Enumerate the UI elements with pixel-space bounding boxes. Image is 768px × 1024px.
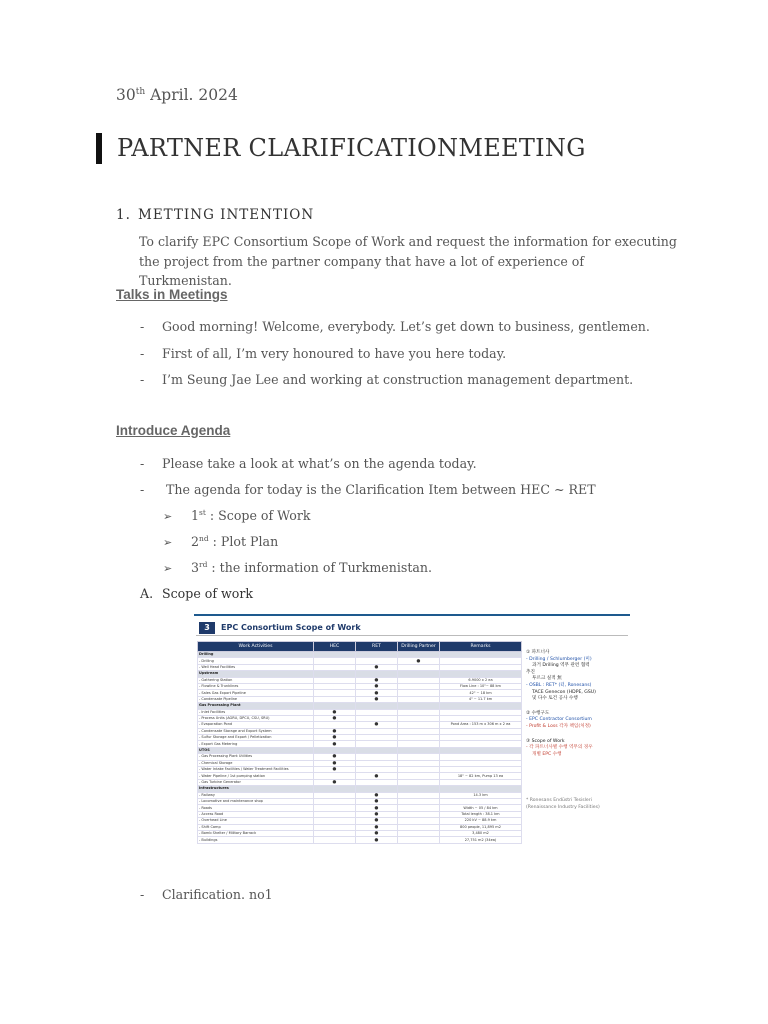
table-column-header: HEC [314,642,356,652]
table-cell: - Gathering Station [198,677,314,683]
agenda-subitem: ➢ 2nd : Plot Plan [163,534,279,549]
table-column-header: Drilling Partner [398,642,440,652]
table-cell: - Flowline & Trunklines [198,683,314,689]
note-text: 및 다수 토건 공사 수행 [532,696,578,702]
list-item: - Good morning! Welcome, everybody. Let’s get down to business, gentlemen. [140,319,650,334]
note-text: ② 수행구도 [526,710,550,716]
date-rest: April. 2024 [145,86,238,104]
agenda-heading: Introduce Agenda [116,423,231,438]
scope-table [197,641,522,844]
table-cell: ● [356,818,398,824]
table-cell: ● [314,779,356,785]
table-cell: - Railway [198,792,314,798]
note-text: ① 파트너사 [526,650,550,655]
note-text: - Profit & Loss 각자 책임(처정) [526,723,591,729]
paragraph-line: To clarify EPC Consortium Scope of Work and request the information for executing [139,234,677,249]
note-text: - OSBL : RET* (터, Ronesans) [526,682,592,688]
date-line [116,86,238,104]
table-cell: Drilling [198,652,314,658]
table-cell: - Sales Gas Export Pipeline [198,690,314,696]
document-title: PARTNER CLARIFICATIONMEETING [117,134,586,162]
note-text: - Drilling / Schlumberger (미) [526,656,592,662]
section-heading [116,207,314,223]
table-cell: - Shift Camp [198,824,314,830]
table-cell: - Process Units (AGRU, DPCU, CSU, SRU) [198,715,314,721]
table-cell [314,837,356,843]
table-cell: ● [356,696,398,702]
note-text: 투르크 실적 無 [532,676,562,682]
note-text: - 각 파트너사별 수행 역무의 경우 [526,745,593,751]
table-cell: - Access Road [198,811,314,817]
table-cell: ● [356,773,398,779]
list-item: - Please take a look at what’s on the agenda today. [140,456,477,471]
list-item: - First of all, I’m very honoured to have you here today. [140,346,507,361]
table-cell: 18" ~ 82 km, Pump 13 ea [440,773,522,779]
slide-notes [526,650,626,812]
scope-table-header [198,642,522,652]
table-cell: - Evaporation Pond [198,722,314,728]
table-cell: ● [356,798,398,804]
table-cell: 3,480 m2 [440,830,522,836]
note-text: ③ Scope of Work [526,738,565,744]
table-cell: - Water Intake Facilities / Water Treatment Facilities [198,767,314,773]
table-column-header: RET [356,642,398,652]
slide-accent-line [544,614,630,616]
arrow-bullet-icon: ➢ [163,536,173,549]
table-cell: - Roads [198,805,314,811]
note-text: (Renaissance Industry Facilities) [526,804,600,810]
table-cell: Infrastructures [198,786,314,792]
table-cell: - Inlet Facilities [198,709,314,715]
slide-number: 3 [199,622,215,634]
agenda-subitem: ➢ 3rd : the information of Turkmenistan. [163,560,433,575]
table-cell: - Bomb Shelter / Military Barrack [198,830,314,836]
note-text: TACE Genecon (HDPE, GSU) [532,689,596,695]
table-cell: Upstream [198,671,314,677]
table-cell: Total length : 38.1 km [440,811,522,817]
table-cell: 800 people, 11,895 m2 [440,824,522,830]
list-item: - Clarification. no1 [140,887,273,902]
table-cell: ● [356,824,398,830]
table-cell: ● [356,792,398,798]
table-cell: Gas Processing Plant [198,703,314,709]
arrow-bullet-icon: ➢ [163,562,173,575]
table-cell: - Chemical Storage [198,760,314,766]
table-cell: ● [356,837,398,843]
table-cell: ● [398,658,440,664]
table-cell: 42" ~ 18 km [440,690,522,696]
paragraph-line: the project from the partner company that have a lot of experience of Turkmenistan. [139,253,585,288]
slide-title: EPC Consortium Scope of Work [221,623,361,632]
section-number: 1. [116,207,131,223]
date-suffix: th [135,87,146,97]
table-cell: - Water Pipeline / 1st pumping station [198,773,314,779]
scope-subheading: A. Scope of work [140,586,254,601]
table-cell: Pond Area : 153 m x 306 m x 2 ea [440,722,522,728]
note-text: 추진 [526,669,535,675]
table-cell: - Buildings [198,837,314,843]
table-cell: 6.9000 x 2 ea [440,677,522,683]
table-row [198,837,522,843]
list-item: - The agenda for today is the Clarification Item between HEC ~ RET [140,482,596,497]
table-cell: - Well Head Facilities [198,664,314,670]
table-column-header: Remarks [440,642,522,652]
table-cell: Width ~ 05 / 84 km [440,805,522,811]
note-text: 개별 EPC 수행 [532,751,562,757]
table-cell: - Gas Turbine Generator [198,779,314,785]
agenda-subitem: ➢ 1st : Scope of Work [163,508,311,523]
table-cell: ● [314,760,356,766]
section-heading-text: METTING INTENTION [138,207,315,223]
table-cell: ● [356,811,398,817]
scope-of-work-slide-image [194,614,630,881]
table-cell: 4" ~ 11.7 km [440,696,522,702]
table-cell: ● [356,677,398,683]
table-cell: Flow Line : 10"~ 88 km [440,683,522,689]
table-cell: 14.3 km [440,792,522,798]
table-cell: ● [314,767,356,773]
table-cell: ● [356,683,398,689]
table-cell: - Sulfur Storage and Export / Pelletization [198,735,314,741]
table-cell: 220 kV ~ 88.9 km [440,818,522,824]
note-text: 과거 Drilling 역무 관련 협력 [532,663,590,669]
table-cell: ● [314,754,356,760]
intention-paragraph [139,232,679,291]
table-cell: ● [356,722,398,728]
table-cell: ● [356,830,398,836]
note-text: - EPC Contractor Consortium [526,717,592,723]
table-cell: ● [314,735,356,741]
title-accent-bar [96,133,102,164]
slide-header [196,622,628,636]
table-cell: - Drilling [198,658,314,664]
table-cell [398,837,440,843]
table-cell: - Condensate Pipeline [198,696,314,702]
note-text: * Ronesans Endüstri Tesisleri [526,798,592,804]
list-item: - I’m Seung Jae Lee and working at construction management department. [140,372,634,387]
table-cell: UTOS [198,747,314,753]
table-cell: ● [314,709,356,715]
table-cell: - Locomotive and maintenance shop [198,798,314,804]
table-cell: ● [314,728,356,734]
table-cell: - Gas Processing Plant Utilities [198,754,314,760]
arrow-bullet-icon: ➢ [163,510,173,523]
table-cell: - Overhead Line [198,818,314,824]
scope-table-body [198,652,522,844]
table-cell: ● [356,664,398,670]
table-column-header: Work Activities [198,642,314,652]
table-cell: ● [356,805,398,811]
date-day: 30 [116,86,136,104]
table-cell: ● [314,715,356,721]
table-cell: ● [314,741,356,747]
table-cell: - Export Gas Metering [198,741,314,747]
table-cell: 27,751 m2 (34ea) [440,837,522,843]
table-cell: - Condensate Storage and Export System [198,728,314,734]
talks-heading: Talks in Meetings [116,287,228,302]
table-cell: ● [356,690,398,696]
